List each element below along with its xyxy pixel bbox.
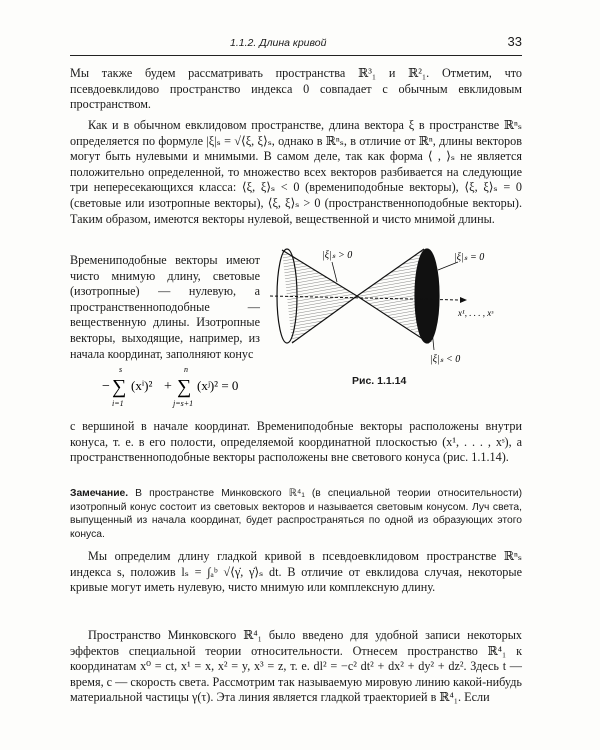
label-null: |ξ|ₛ = 0 [454,252,485,263]
paragraph-2-continued: Времениподобные векторы имеют чисто мнимую длину, световые (изотропные) — нулевую, а пространственноподобные — вещественную длины. Изотропные векторы, выходящие, например, из начала координат, заполняют конус [70,253,260,361]
light-cone-figure [262,240,522,380]
sum1-symbol: ∑ [112,376,127,398]
paragraph-2: Как и в обычном евклидовом пространстве, длина вектора ξ в пространстве ℝⁿₛ определяется по формуле |ξ|ₛ = √⟨ξ, ξ⟩ₛ, однако в ℝⁿₛ, в отличие от ℝⁿ, длины векторов могут быть нулевыми и мнимыми. В самом деле, так как форма ⟨ , ⟩ₛ не является положительно определенной, то множество всех векторов разбивается на следующие три непересекающихся класса: ⟨ξ, ξ⟩ₛ < 0 (времениподобные векторы), ⟨ξ, ξ⟩ₛ = 0 (световые или изотропные векторы), ⟨ξ, ξ⟩ₛ > 0 (пространственноподобные векторы). Таким образом, имеются векторы нулевой, вещественной и чисто мнимой длины. [70,118,522,226]
left-cone-body [282,250,357,343]
paragraph-3: с вершиной в начале координат. Времениподобные векторы расположены внутри конуса, т. е. в его полости, определяемой координатной плоскостью (x¹, . . . , xˢ), а пространственноподобные векторы расположены вне светового конуса (рис. 1.1.14). [70,419,522,465]
axis-arrow [460,297,467,303]
sum1-lower: i=1 [112,399,124,408]
label-axis: x¹, . . . , xˢ [458,308,494,318]
paragraph-5: Пространство Минковского ℝ⁴₁ было введено для удобной записи некоторых эффектов специальной теории относительности. Отнесем пространство ℝ⁴₁ к координатам x⁰ = ct, x¹ = x, x² = y, x³ = z, т. е. dl² = −c² dt² + dx² + dy² + dz². Здесь t — время, c — скорость света. Рассмотрим так называемую мировую линию какой-нибудь материальной частицы γ(τ). Эта линия является гладкой траекторией в ℝ⁴₁. Если [70,628,522,705]
sum1-upper: s [119,365,123,374]
right-cone-base [415,249,439,343]
remark-label: Замечание. [70,488,129,499]
sum2-symbol: ∑ [177,376,192,398]
remark-text: В пространстве Минковского ℝ⁴₁ (в специальной теории относительности) изотропный конус состоит из световых векторов и называется световым конусом. Луч света, выпущенный из начала координат, будет распространяться по одной из образующих этого конуса. [70,488,522,540]
sum2-lower: j=s+1 [173,399,194,408]
remark-block [70,487,522,541]
cone-equation [100,362,260,410]
pointer-top-right [438,262,458,270]
pointer-top-left [332,262,337,282]
figure-caption: Рис. 1.1.14 [352,375,407,387]
paragraph-4: Мы определим длину гладкой кривой в псевдоевклидовом пространстве ℝⁿₛ индекса s, положив lₛ = ∫ₐᵇ √⟨γ̇, γ̇⟩ₛ dt. В отличие от евклидова случая, некоторые кривые могут иметь нулевую, чисто мнимую или комплексную длину. [70,549,522,595]
label-positive: |ξ|ₛ > 0 [322,250,353,261]
section-title: 1.1.2. Длина кривой [230,37,327,49]
page-number: 33 [507,34,522,49]
term1: (xⁱ)² [131,378,153,393]
minus-sign: − [102,379,110,394]
running-head [70,34,522,56]
sum2-upper: n [184,365,188,374]
paragraph-1: Мы также будем рассматривать пространства ℝ³₁ и ℝ²₁. Отметим, что псевдоевклидово пространство индекса 0 совпадает с обычным евклидовым пространством. [70,66,522,112]
label-negative: |ξ|ₛ < 0 [430,354,461,365]
term2: (xʲ)² = 0 [197,378,239,393]
plus-sign: + [164,379,172,394]
